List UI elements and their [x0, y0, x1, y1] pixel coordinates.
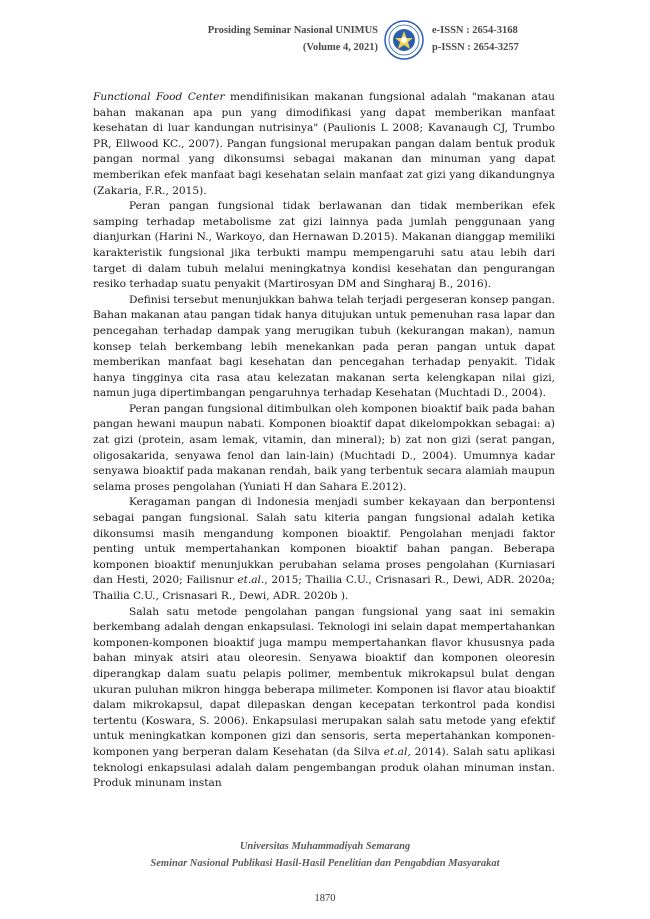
university-seal-icon [384, 20, 424, 60]
p-issn: p-ISSN : 2654-3257 [432, 42, 519, 53]
paragraph-6-text-b: 2014). Salah satu aplikasi teknologi enkapsulasi adalah dalam pengembangan produk olahan minuman instan. Produk minunam instan [93, 745, 555, 790]
e-issn: e-ISSN : 2654-3168 [432, 25, 518, 36]
page-number: 1870 [314, 893, 336, 904]
paragraph-5 [93, 495, 555, 604]
paragraph-1 [93, 90, 555, 199]
proceedings-volume: (Volume 4, 2021) [302, 42, 378, 53]
functional-food-center-term: Functional Food Center [93, 91, 225, 103]
footer-university: Universitas Muhammadiyah Semarang [239, 841, 411, 852]
paragraph-3: Definisi tersebut menunjukkan bahwa telah terjadi pergeseran konsep pangan. Bahan makanan atau pangan tidak hanya ditujukan untuk pemenuhan rasa lapar dan pencegahan terhadap dampak yang merugikan tubuh (kekurangan makan), namun konsep telah berkembang lebih menekankan pada peran pangan untuk dapat memberikan manfaat bagi kesehatan dan pencegahan terhadap penyakit. Tidak hanya tingginya cita rasa atau kelezatan makanan serta kelengkapan nilai gizi, namun juga dipertimbangan pengaruhnya terhadap Kesehatan (Muchtadi D., 2004). [93, 293, 555, 400]
paragraph-4: Peran pangan fungsional ditimbulkan oleh komponen bioaktif baik pada bahan pangan hewani maupun nabati. Komponen bioaktif dapat dikelompokkan sebagai: a) zat gizi (protein, asam lemak, vitamin, dan mineral); b) zat non gizi (serat pangan, oligosakarida, senyawa fenol dan lain-lain) (Muchtadi D., 2004). Umumnya kadar senyawa bioaktif pada makanan rendah, baik yang terbentuk secara alamiah maupun selama proses pengolahan (Yuniati H dan Sahara E.2012). [93, 402, 555, 493]
paragraph-6-text-a: Salah satu metode pengolahan pangan fungsional yang saat ini semakin berkembang adalah dengan enkapsulasi. Teknologi ini selain dapat mempertahankan komponen-komponen bioaktif juga mampu mempertahankan flavor khususnya pada bahan minyak atsiri atau oleoresin. Senyawa bioaktif dan komponen oleoresin diperangkap dalam suatu pelapis polimer, membentuk mikrokapsul bulat dengan ukuran puluhan mikron hingga beberapa milimeter. Komponen isi flavor atau bioaktif dalam mikrokapsul, dapat dilepaskan dengan kecepatan terkontrol pada kondisi tertentu (Koswara, S. 2006). Enkapsulasi merupakan salah satu metode yang efektif untuk meningkatkan komponen gizi dan sensoris, serta mepertahankan komponen-komponen yang berperan dalam Kesehatan (da Silva [93, 605, 555, 758]
et-al-term: et.al. [237, 574, 265, 587]
et-al-term: et.al, [383, 745, 411, 758]
paragraph-5-text-a: Keragaman pangan di Indonesia menjadi sumber kekayaan dan berpontensi sebagai pangan fungsional. Salah satu kiteria pangan fungsional adalah ketika dikonsumsi masih mengandung komponen bioaktif. Pengolahan menjadi faktor penting untuk mempertahankan komponen bioaktif bahan pangan. Beberapa komponen bioaktif menunjukkan perubahan selama proses pengolahan (Kurniasari dan Hesti, 2020; Failisnur [93, 496, 555, 587]
paragraph-6 [93, 605, 555, 792]
page-header [0, 14, 650, 58]
paragraph-1-text: mendifinisikan makanan fungsional adalah "makanan atau bahan makanan apa pun yang dimodifikasi yang dapat memberikan manfaat kesehatan di luar kandungan nutrisinya" (Paulionis L 2008; Kavanaugh CJ, Trumbo PR, Ellwood KC., 2007). Pangan fungsional merupakan pangan dalam bentuk produk pangan normal yang dikonsumsi sebagai makanan dan minuman yang dapat memberikan efek manfaat bagi kesehatan selain manfaat zat gizi yang dikandungnya (Zakaria, F.R., 2015). [93, 91, 556, 197]
issn-info [432, 22, 519, 56]
paragraph-5-text-b: , 2015; Thailia C.U., Crisnasari R., Dewi, ADR. 2020a; Thailia C.U., Crisnasari R., Dewi, ADR. 2020b ). [93, 574, 555, 602]
article-body [93, 90, 555, 792]
footer-seminar: Seminar Nasional Publikasi Hasil-Hasil Penelitian dan Pengabdian Masyarakat [150, 858, 500, 869]
proceedings-info [208, 22, 378, 56]
proceedings-title: Prosiding Seminar Nasional UNIMUS [207, 25, 378, 36]
paragraph-2: Peran pangan fungsional tidak berlawanan dan tidak memberikan efek samping terhadap metabolisme zat gizi lainnya pada jumlah penggunaan yang dianjurkan (Harini N., Warkoyo, dan Hernawan D.2015). Makanan dianggap memiliki karakteristik fungsional jika terbukti mampu mempengaruhi satu atau lebih dari target di dalam tubuh melalui meningkatnya kondisi kesehatan dan pengurangan resiko terhadap suatu penyakit (Martirosyan DM and Singharaj B., 2016). [93, 200, 555, 291]
